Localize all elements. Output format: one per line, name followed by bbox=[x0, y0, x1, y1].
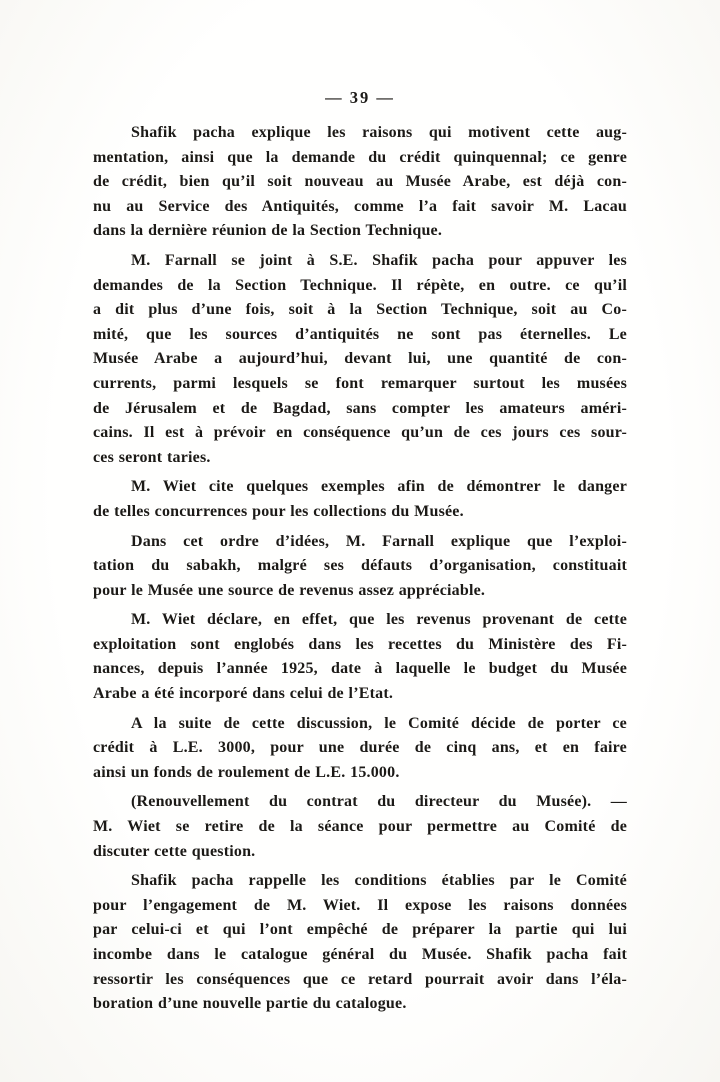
text-line: nu au Service des Antiquités, comme l’a fait savoir M. Lacau bbox=[93, 197, 627, 215]
paragraph bbox=[93, 530, 627, 604]
text-line: currents, parmi lesquels se font remarquer surtout les musées bbox=[93, 374, 627, 392]
text-line: cains. Il est à prévoir en conséquence qu’un de ces jours ces sour- bbox=[93, 424, 627, 442]
paragraph bbox=[93, 790, 627, 864]
paragraph bbox=[93, 712, 627, 786]
text-line: ainsi un fonds de roulement de L.E. 15.000. bbox=[93, 763, 400, 781]
text-line: Arabe a été incorporé dans celui de l’Etat. bbox=[93, 685, 394, 703]
text-line: par celui-ci et qui l’ont empêché de préparer la partie qui lui bbox=[93, 921, 627, 939]
paragraph bbox=[93, 608, 627, 706]
text-line: mité, que les sources d’antiquités ne sont pas éternelles. Le bbox=[93, 325, 627, 343]
text-line: M. Farnall se joint à S.E. Shafik pacha pour appuver les bbox=[131, 251, 627, 269]
text-line: M. Wiet déclare, en effet, que les revenus provenant de cette bbox=[131, 611, 627, 629]
paragraph bbox=[93, 121, 627, 244]
text-line: nances, depuis l’année 1925, date à laquelle le budget du Musée bbox=[93, 660, 627, 678]
text-line: A la suite de cette discussion, le Comité décide de porter ce bbox=[131, 714, 627, 732]
text-line: Dans cet ordre d’idées, M. Farnall explique que l’exploi- bbox=[131, 532, 627, 550]
text-line: pour le Musée une source de revenus assez appréciable. bbox=[93, 581, 486, 599]
text-line: de crédit, bien qu’il soit nouveau au Musée Arabe, est déjà con- bbox=[93, 173, 627, 191]
text-line: incombe dans le catalogue général du Musée. Shafik pacha fait bbox=[93, 946, 627, 963]
text-line: M. Wiet se retire de la séance pour permettre au Comité de bbox=[93, 818, 627, 836]
page-number: — 39 — bbox=[325, 88, 395, 107]
text-line: de telles concurrences pour les collections du Musée. bbox=[93, 502, 464, 520]
text-line: Shafik pacha explique les raisons qui motivent cette aug- bbox=[131, 124, 627, 141]
text-line: pour l’engagement de M. Wiet. Il expose les raisons données bbox=[93, 896, 627, 914]
text-line: ressortir les conséquences que ce retard pourrait avoir dans l’éla- bbox=[93, 970, 627, 988]
text-line: ces seront taries. bbox=[93, 448, 211, 466]
text-line: crédit à L.E. 3000, pour une durée de cinq ans, et en faire bbox=[93, 739, 627, 757]
text-line: exploitation sont englobés dans les recettes du Ministère des Fi- bbox=[93, 635, 627, 653]
text-line: tation du sabakh, malgré ses défauts d’organisation, constituait bbox=[93, 557, 627, 575]
text-line: de Jérusalem et de Bagdad, sans compter les amateurs améri- bbox=[93, 399, 627, 417]
text-line: (Renouvellement du contrat du directeur du Musée). — bbox=[131, 793, 627, 811]
text-line: boration d’une nouvelle partie du catalogue. bbox=[93, 995, 407, 1013]
text-line: demandes de la Section Technique. Il répète, en outre. ce qu’il bbox=[93, 276, 627, 294]
paragraph bbox=[93, 475, 627, 524]
text-line: a dit plus d’une fois, soit à la Section Technique, soit au Co- bbox=[93, 301, 627, 319]
text-line: mentation, ainsi que la demande du crédit quinquennal; ce genre bbox=[93, 148, 627, 166]
text-line: Shafik pacha rappelle les conditions établies par le Comité bbox=[131, 872, 627, 890]
text-line: M. Wiet cite quelques exemples afin de démontrer le danger bbox=[131, 478, 627, 496]
text-line: Musée Arabe a aujourd’hui, devant lui, une quantité de con- bbox=[93, 350, 627, 368]
paragraph bbox=[93, 869, 627, 1017]
text-body bbox=[93, 121, 627, 1022]
paragraph bbox=[93, 249, 627, 470]
text-line: dans la dernière réunion de la Section Technique. bbox=[93, 222, 443, 240]
text-line: discuter cette question. bbox=[93, 842, 256, 860]
